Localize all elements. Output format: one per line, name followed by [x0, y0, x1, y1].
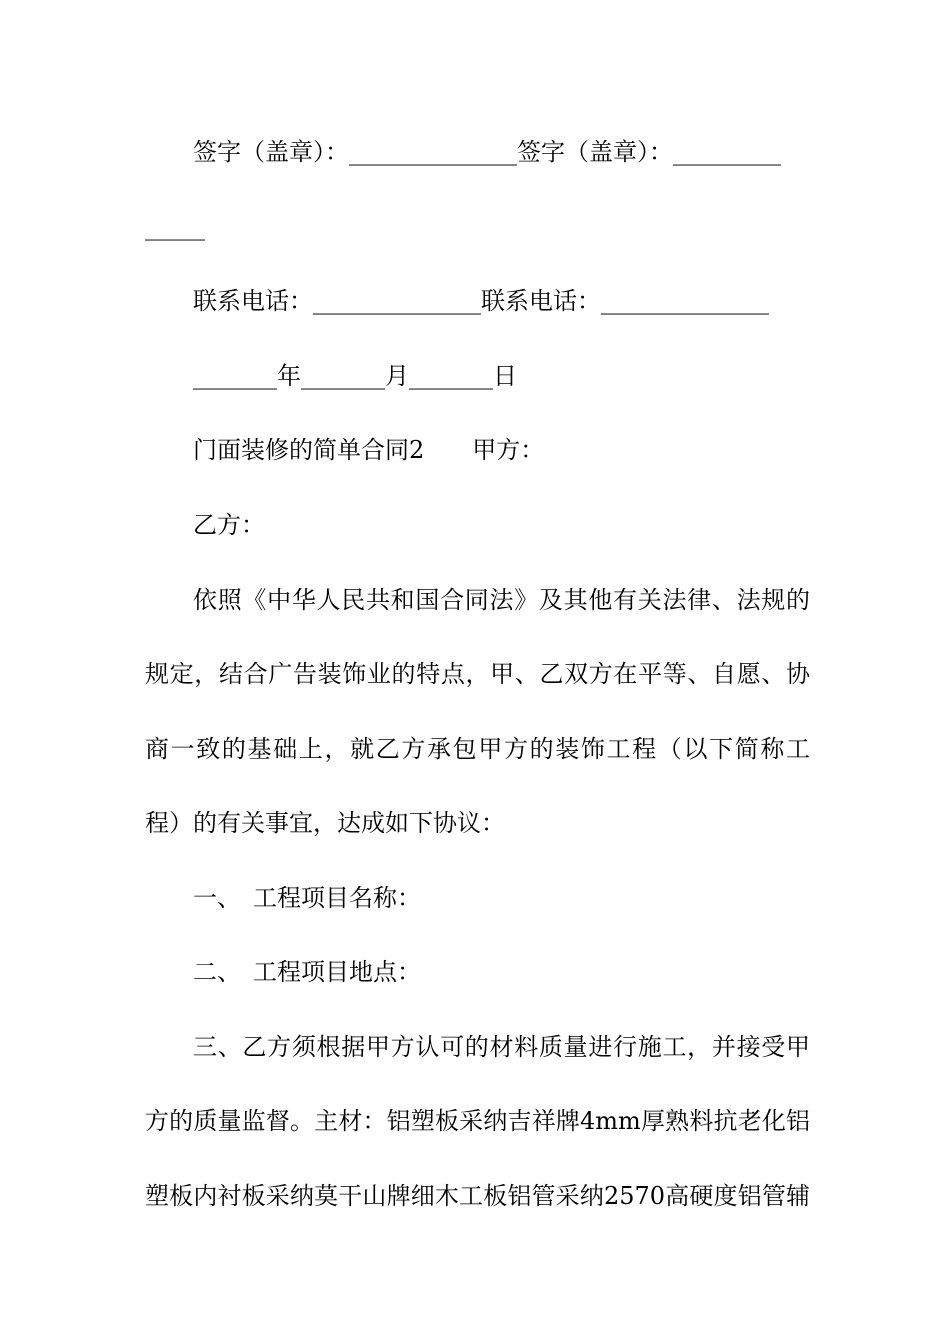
clause-3-line: 塑板内衬板采纳莫干山牌细木工板铝管采纳2570高硬度铝管辅 [145, 1182, 810, 1210]
paragraph-line: 程）的有关事宜，达成如下协议： [145, 809, 505, 837]
signature-line: 签字（盖章）：______________签字（盖章）：_________ [193, 138, 781, 166]
contract-title-line: 门面装修的简单合同2 甲方： [193, 436, 545, 464]
party-b-line: 乙方： [193, 511, 265, 539]
paragraph-line: 规定，结合广告装饰业的特点，甲、乙双方在平等、自愿、协 [145, 660, 810, 688]
phone-line: 联系电话：______________联系电话：______________ [193, 287, 769, 315]
clause-3-line: 三、乙方须根据甲方认可的材料质量进行施工，并接受甲 [193, 1033, 810, 1061]
clause-1-line: 一、 工程项目名称： [193, 884, 421, 912]
clause-3-line: 方的质量监督。主材：铝塑板采纳吉祥牌4mm厚熟料抗老化铝 [145, 1107, 810, 1135]
paragraph-line: 依照《中华人民共和国合同法》及其他有关法律、法规的 [193, 586, 810, 614]
date-line: _______年_______月_______日 [193, 362, 517, 390]
signature-line-continuation: _____ [145, 213, 205, 241]
clause-2-line: 二、 工程项目地点： [193, 958, 421, 986]
paragraph-line: 商一致的基础上，就乙方承包甲方的装饰工程（以下简称工 [145, 735, 810, 763]
